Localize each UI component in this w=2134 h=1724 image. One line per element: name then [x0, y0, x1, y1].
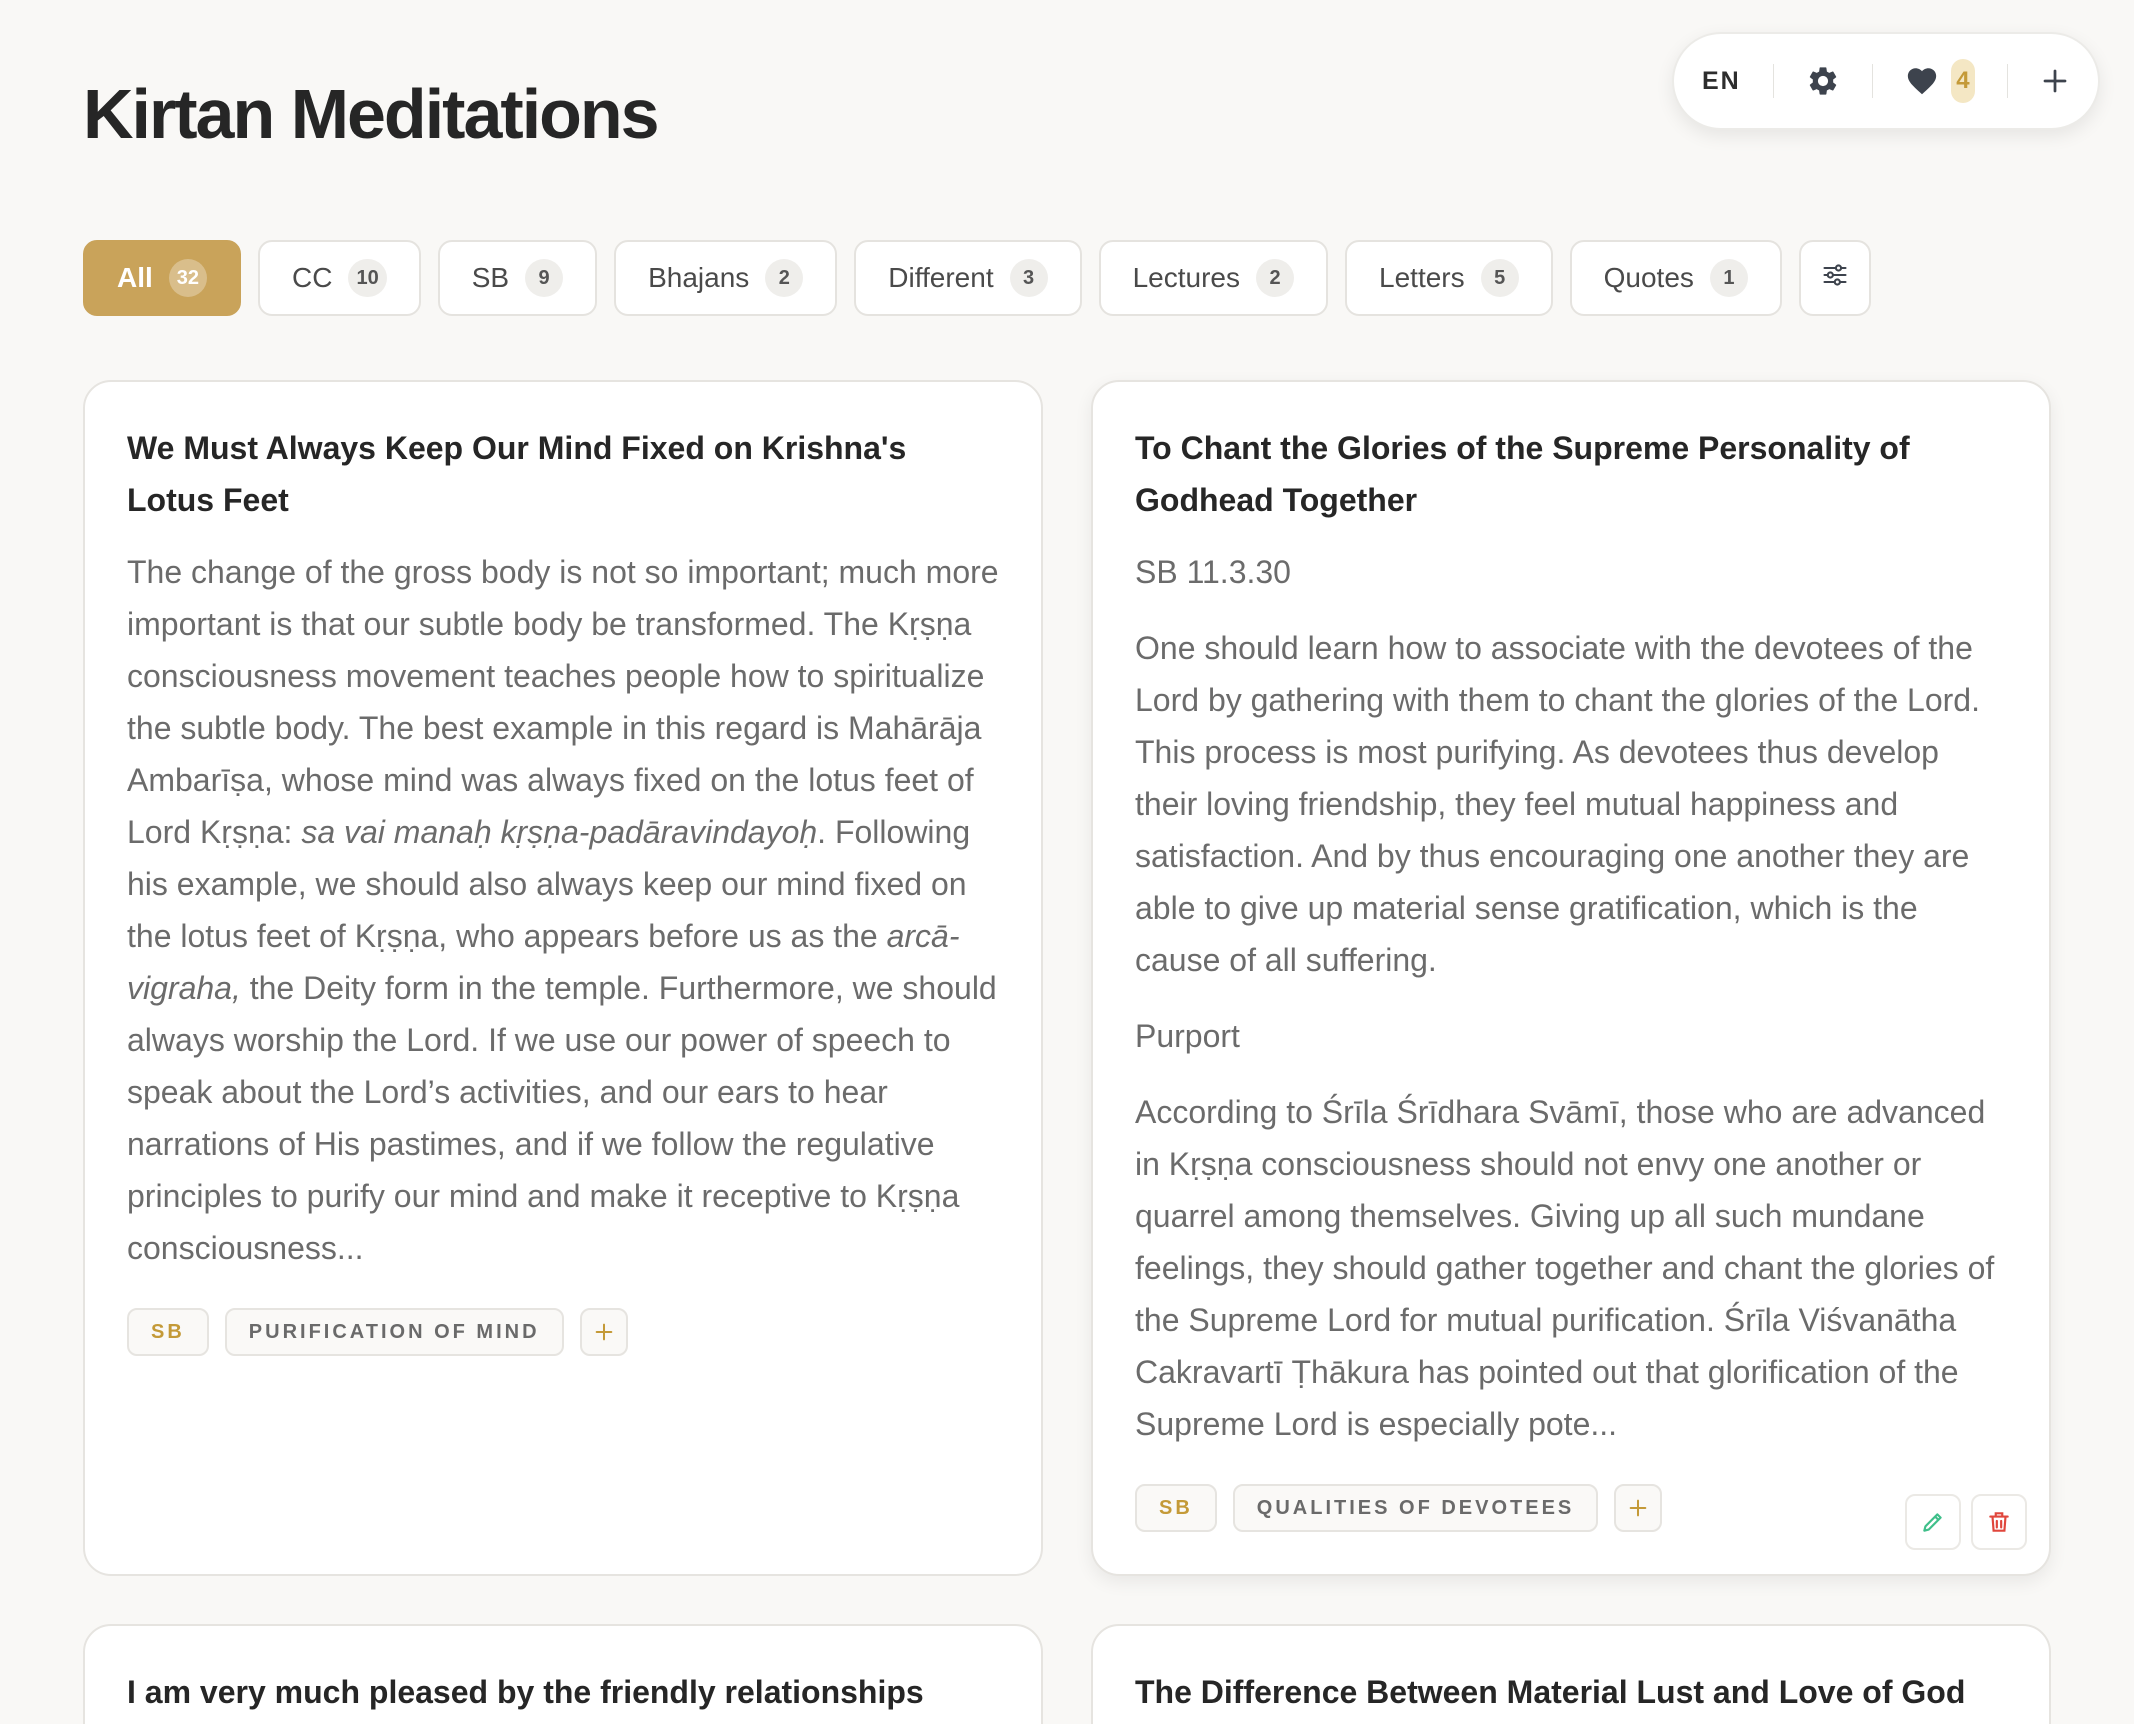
filter-settings-button[interactable]: [1799, 240, 1871, 316]
delete-button[interactable]: [1971, 1494, 2027, 1550]
filter-label: Letters: [1379, 262, 1465, 293]
filter-count: 2: [1256, 259, 1294, 297]
filter-count: 3: [1010, 259, 1048, 297]
tag-topic[interactable]: PURIFICATION OF MIND: [225, 1308, 564, 1356]
filter-label: Quotes: [1603, 262, 1694, 293]
top-toolbar: [1672, 32, 2100, 130]
filter-label: All: [117, 262, 153, 293]
pencil-icon: [1920, 1509, 1946, 1535]
card-excerpt: [1135, 546, 2009, 1450]
filter-count: 2: [765, 259, 803, 297]
card-excerpt: [127, 546, 1001, 1274]
page-title: Kirtan Meditations: [83, 75, 658, 153]
quote-card[interactable]: [1091, 1624, 2051, 1724]
sliders-icon: [1821, 261, 1849, 296]
filter-count: 1: [1710, 259, 1748, 297]
excerpt-italic: sa vai manaḥ kṛṣṇa-padāravindayoḥ: [301, 814, 818, 850]
tag-category[interactable]: SB: [1135, 1484, 1217, 1532]
excerpt-text: the Deity form in the temple. Furthermore, we should always worship the Lord. If we use our power of speech to speak about the Lord’s activities, and our ears to hear narrations of His pastimes, and if we follow the regulative principles to purify our mind and make it receptive to Kṛṣṇa consciousness...: [127, 970, 997, 1266]
category-filters: [83, 240, 1871, 316]
edit-button[interactable]: [1905, 1494, 1961, 1550]
excerpt-text: . Following his example, we should also always keep our mind fixed on the lotus feet of Kṛṣṇa, who appears before us as the: [127, 814, 971, 954]
filter-label: SB: [471, 262, 510, 293]
toolbar-divider: [1872, 64, 1873, 98]
favorites-count-badge: 4: [1951, 59, 1975, 103]
filter-all[interactable]: [83, 240, 241, 316]
toolbar-divider: [1773, 64, 1774, 98]
tag-category[interactable]: SB: [127, 1308, 209, 1356]
card-actions: [1905, 1494, 2027, 1550]
excerpt-text: The change of the gross body is not so important; much more important is that our subtle body be transformed. The Kṛṣṇa consciousness movement teaches people how to spiritualize the subtle body. The best example in this regard is Mahārāja Ambarīṣa, whose mind was always fixed on the lotus feet of Lord Kṛṣṇa:: [127, 554, 999, 850]
plus-icon: [593, 1321, 615, 1343]
card-reference: SB 11.3.30: [1135, 554, 1291, 590]
heart-icon[interactable]: [1905, 64, 1939, 98]
tag-topic[interactable]: QUALITIES OF DEVOTEES: [1233, 1484, 1598, 1532]
quote-card[interactable]: [83, 380, 1043, 1576]
filter-count: 10: [348, 259, 386, 297]
filter-different[interactable]: [854, 240, 1081, 316]
toolbar-divider: [2007, 64, 2008, 98]
filter-count: 9: [525, 259, 563, 297]
filter-bhajans[interactable]: [614, 240, 837, 316]
card-title: To Chant the Glories of the Supreme Personality of Godhead Together: [1135, 430, 1910, 518]
filter-count: 5: [1481, 259, 1519, 297]
filter-label: CC: [292, 262, 333, 293]
card-tags: [1135, 1484, 2009, 1532]
filter-label: Lectures: [1132, 262, 1241, 293]
card-title: We Must Always Keep Our Mind Fixed on Krishna's Lotus Feet: [127, 430, 907, 518]
purport-label: Purport: [1135, 1018, 1240, 1054]
add-tag-button[interactable]: [1614, 1484, 1662, 1532]
filter-quotes[interactable]: [1570, 240, 1782, 316]
card-purport: According to Śrīla Śrīdhara Svāmī, those who are advanced in Kṛṣṇa consciousness should not envy one another or quarrel among themselves. Giving up all such mundane feelings, they should gather together and chant the glories of the Supreme Lord for mutual purification. Śrīla Viśvanātha Cakravartī Ṭhākura has pointed out that glorification of the Supreme Lord is especially pote...: [1135, 1094, 1995, 1442]
language-toggle[interactable]: EN: [1702, 66, 1741, 95]
card-verse: One should learn how to associate with the devotees of the Lord by gathering with them to chant the glories of the Lord. This process is most purifying. As devotees thus develop their loving friendship, they feel mutual happiness and satisfaction. And by thus encouraging one another they are able to give up material sense gratification, which is the cause of all suffering.: [1135, 630, 1980, 978]
card-title: The Difference Between Material Lust and Love of God: [1135, 1674, 1966, 1710]
filter-label: Different: [888, 262, 994, 293]
quote-card[interactable]: [1091, 380, 2051, 1576]
gear-icon[interactable]: [1806, 64, 1840, 98]
trash-icon: [1986, 1509, 2012, 1535]
filter-cc[interactable]: [258, 240, 421, 316]
filter-sb[interactable]: [438, 240, 597, 316]
plus-icon[interactable]: [2040, 66, 2070, 96]
card-title: I am very much pleased by the friendly relationships: [127, 1674, 924, 1710]
card-tags: [127, 1308, 1001, 1356]
add-tag-button[interactable]: [580, 1308, 628, 1356]
filter-letters[interactable]: [1345, 240, 1553, 316]
filter-label: Bhajans: [648, 262, 750, 293]
filter-count: 32: [169, 259, 207, 297]
plus-icon: [1627, 1497, 1649, 1519]
excerpt-italic: arcā-vigraha,: [127, 918, 960, 1006]
quote-card[interactable]: [83, 1624, 1043, 1724]
filter-lectures[interactable]: [1099, 240, 1328, 316]
